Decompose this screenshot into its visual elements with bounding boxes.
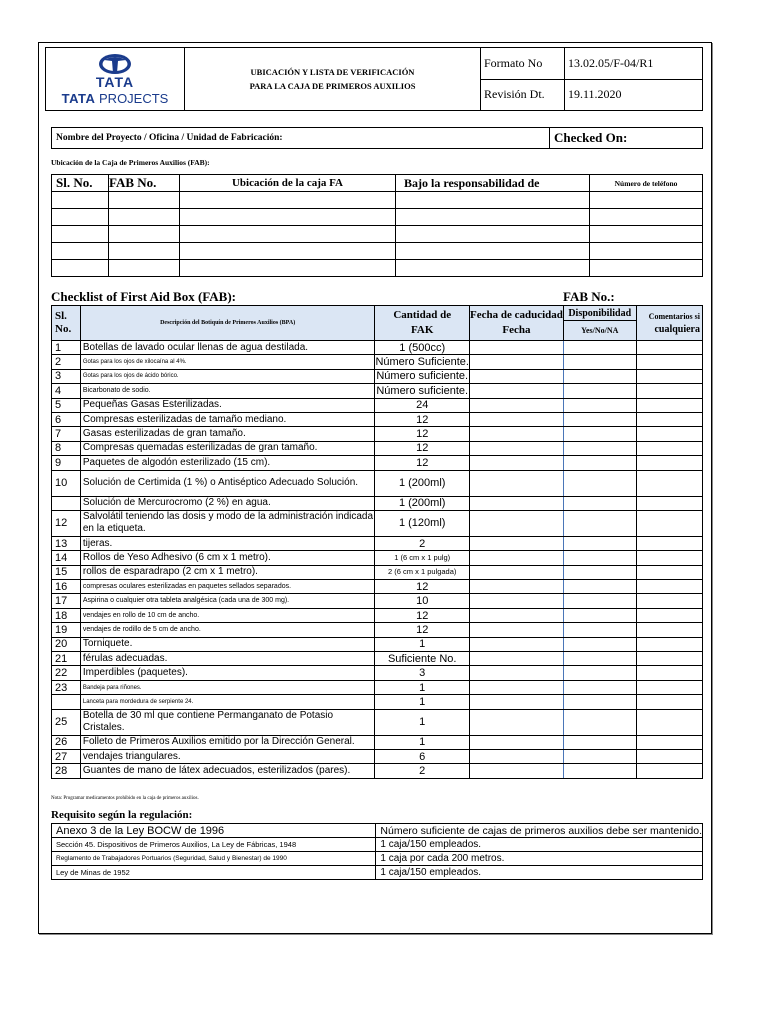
checklist-row-expiry[interactable]	[469, 652, 563, 666]
checklist-row-number: 22	[52, 666, 81, 680]
revision-label: Revisión Dt.	[481, 79, 565, 111]
checklist-row-expiry[interactable]	[469, 496, 563, 510]
checklist-row-quantity: 3	[375, 666, 470, 680]
checklist-row-expiry[interactable]	[469, 764, 563, 778]
checklist-row-comments[interactable]	[636, 551, 702, 565]
checklist-row-quantity: Suficiente No.	[375, 652, 470, 666]
checklist-row-availability[interactable]	[563, 412, 636, 426]
checklist-row-expiry[interactable]	[469, 580, 563, 594]
checklist-body	[52, 341, 703, 779]
checklist-row-expiry[interactable]	[469, 680, 563, 694]
checklist-row-availability[interactable]	[563, 384, 636, 398]
checklist-row-quantity: 1	[375, 709, 470, 735]
checklist-row-comments[interactable]	[636, 355, 702, 369]
checklist-row-number: 2	[52, 355, 81, 369]
checklist-row-comments[interactable]	[636, 441, 702, 455]
checklist-row-availability[interactable]	[563, 496, 636, 510]
checklist-row-number: 27	[52, 749, 81, 763]
checklist-row-description: Imperdibles (paquetes).	[80, 666, 375, 680]
checklist-row-availability[interactable]	[563, 608, 636, 622]
revision-value: 19.11.2020	[565, 79, 703, 111]
regulation-law: Sección 45. Dispositivos de Primeros Auxilios, La Ley de Fábricas, 1948	[52, 838, 376, 852]
table-row[interactable]	[52, 608, 703, 622]
checklist-row-description: Rollos de Yeso Adhesivo (6 cm x 1 metro).	[80, 551, 375, 565]
nota-text: Nota: Programar medicamentos prohibido en la caja de primeros auxilios.	[51, 796, 199, 801]
checklist-row-number: 1	[52, 341, 81, 355]
loc-header-responsible: Bajo la responsabilidad de	[396, 175, 590, 192]
checklist-row-number: 8	[52, 441, 81, 455]
table-row[interactable]	[52, 260, 703, 277]
format-label: Formato No	[481, 48, 565, 80]
checklist-row-description: Bandeja para riñones.	[80, 680, 375, 694]
checklist-row-expiry[interactable]	[469, 384, 563, 398]
checklist-row-description: Solución de Mercurocromo (2 %) en agua.	[80, 496, 375, 510]
checklist-title: Checklist of First Aid Box (FAB):	[51, 289, 236, 304]
checklist-row-availability[interactable]	[563, 637, 636, 651]
loc-header-phone: Número de teléfono	[590, 175, 703, 192]
checklist-row-quantity: 12	[375, 412, 470, 426]
checklist-row-expiry[interactable]	[469, 510, 563, 536]
table-row[interactable]	[52, 398, 703, 412]
checklist-row-quantity: 1	[375, 695, 470, 709]
checklist-row-comments[interactable]	[636, 496, 702, 510]
checklist-row-comments[interactable]	[636, 565, 702, 579]
checklist-row-comments[interactable]	[636, 470, 702, 496]
checklist-row-comments[interactable]	[636, 749, 702, 763]
checklist-row-quantity: 12	[375, 456, 470, 470]
table-row[interactable]	[52, 735, 703, 749]
checklist-row-comments[interactable]	[636, 412, 702, 426]
checklist-row-number: 3	[52, 369, 81, 383]
table-row[interactable]	[52, 456, 703, 470]
checklist-row-availability[interactable]	[563, 565, 636, 579]
checklist-row-expiry[interactable]	[469, 551, 563, 565]
checklist-row-description: Gotas para los ojos de ácido bórico.	[80, 369, 375, 383]
checklist-row-availability[interactable]	[563, 355, 636, 369]
checklist-row-comments[interactable]	[636, 608, 702, 622]
regulation-requirement: 1 caja/150 empleados.	[376, 866, 703, 880]
checklist-row-comments[interactable]	[636, 369, 702, 383]
checklist-row-number: 17	[52, 594, 81, 608]
table-row	[52, 824, 703, 838]
checklist-row-expiry[interactable]	[469, 427, 563, 441]
regulation-requirement: 1 caja/150 empleados.	[376, 838, 703, 852]
checklist-row-description: Aspirina o cualquier otra tableta analgésica (cada una de 300 mg).	[80, 594, 375, 608]
checklist-row-comments[interactable]	[636, 510, 702, 536]
regulation-law: Anexo 3 de la Ley BOCW de 1996	[52, 824, 376, 838]
table-row[interactable]	[52, 536, 703, 550]
checklist-row-comments[interactable]	[636, 652, 702, 666]
checklist-row-availability[interactable]	[563, 652, 636, 666]
checklist-row-availability[interactable]	[563, 749, 636, 763]
checklist-row-expiry[interactable]	[469, 666, 563, 680]
table-row[interactable]	[52, 369, 703, 383]
checklist-row-description: vendajes de rodillo de 5 cm de ancho.	[80, 623, 375, 637]
table-row	[52, 852, 703, 866]
checklist-row-expiry[interactable]	[469, 709, 563, 735]
checklist-row-description: Paquetes de algodón esterilizado (15 cm).	[80, 456, 375, 470]
checklist-row-comments[interactable]	[636, 594, 702, 608]
checklist-row-availability[interactable]	[563, 735, 636, 749]
table-row[interactable]	[52, 496, 703, 510]
checklist-row-number: 25	[52, 709, 81, 735]
checklist-row-availability[interactable]	[563, 551, 636, 565]
checklist-row-description: compresas oculares esterilizadas en paquetes sellados separados.	[80, 580, 375, 594]
checklist-row-expiry[interactable]	[469, 355, 563, 369]
checklist-row-number: 13	[52, 536, 81, 550]
checklist-row-number: 20	[52, 637, 81, 651]
checklist-row-quantity: 1 (120ml)	[375, 510, 470, 536]
checklist-row-quantity: 10	[375, 594, 470, 608]
checklist-row-number: 4	[52, 384, 81, 398]
checklist-row-comments[interactable]	[636, 536, 702, 550]
checklist-table	[51, 305, 703, 779]
checklist-row-quantity: 2 (6 cm x 1 pulgada)	[375, 565, 470, 579]
ck-header-qty: Cantidad de FAK	[375, 306, 470, 341]
table-row[interactable]	[52, 749, 703, 763]
checklist-row-number: 19	[52, 623, 81, 637]
table-row[interactable]	[52, 243, 703, 260]
checklist-row-comments[interactable]	[636, 666, 702, 680]
checklist-row-quantity: 12	[375, 427, 470, 441]
table-row	[52, 838, 703, 852]
checklist-row-availability[interactable]	[563, 510, 636, 536]
table-row[interactable]	[52, 764, 703, 778]
document-header	[45, 47, 703, 111]
regulation-requirement: 1 caja por cada 200 metros.	[376, 852, 703, 866]
project-label[interactable]: Nombre del Proyecto / Oficina / Unidad de Fabricación:	[52, 128, 550, 149]
checklist-row-availability[interactable]	[563, 341, 636, 355]
checklist-row-number: 7	[52, 427, 81, 441]
checklist-row-number: 15	[52, 565, 81, 579]
table-row[interactable]	[52, 623, 703, 637]
fab-location-title: Ubicación de la Caja de Primeros Auxilios (FAB):	[51, 158, 210, 167]
logo-name: TATA PROJECTS	[61, 90, 169, 106]
checklist-row-expiry[interactable]	[469, 608, 563, 622]
checklist-row-expiry[interactable]	[469, 536, 563, 550]
checklist-row-availability[interactable]	[563, 623, 636, 637]
checklist-row-availability[interactable]	[563, 470, 636, 496]
checklist-row-description: Gotas para los ojos de xilocaína al 4%.	[80, 355, 375, 369]
checklist-row-expiry[interactable]	[469, 637, 563, 651]
table-row[interactable]	[52, 652, 703, 666]
checklist-row-quantity: 2	[375, 536, 470, 550]
checklist-row-expiry[interactable]	[469, 735, 563, 749]
checklist-row-number: 23	[52, 680, 81, 694]
checklist-row-expiry[interactable]	[469, 470, 563, 496]
checklist-row-quantity: 2	[375, 764, 470, 778]
checklist-row-description: vendajes en rollo de 10 cm de ancho.	[80, 608, 375, 622]
checklist-row-quantity: Número suficiente.	[376, 370, 469, 383]
table-row[interactable]	[52, 470, 703, 496]
tata-emblem-icon	[98, 53, 132, 75]
checklist-row-comments[interactable]	[636, 695, 702, 709]
checklist-row-expiry[interactable]	[469, 412, 563, 426]
checklist-row-quantity: 12	[375, 608, 470, 622]
checklist-row-comments[interactable]	[636, 764, 702, 778]
table-row[interactable]	[52, 510, 703, 536]
table-row[interactable]	[52, 226, 703, 243]
table-row[interactable]	[52, 580, 703, 594]
table-row[interactable]	[52, 341, 703, 355]
checklist-row-quantity: 1 (6 cm x 1 pulg)	[375, 551, 470, 565]
checklist-row-description: Botellas de lavado ocular llenas de agua destilada.	[80, 341, 375, 355]
checklist-row-description: Gasas esterilizadas de gran tamaño.	[80, 427, 375, 441]
checklist-row-expiry[interactable]	[469, 565, 563, 579]
checklist-row-number: 10	[52, 470, 81, 496]
checklist-row-number: 5	[52, 398, 81, 412]
logo-brand: TATA	[95, 73, 135, 90]
table-row[interactable]	[52, 594, 703, 608]
loc-header-sl: Sl. No.	[52, 175, 109, 192]
checklist-row-description: Bicarbonato de sodio.	[80, 384, 375, 398]
checklist-row-availability[interactable]	[563, 695, 636, 709]
table-row[interactable]	[52, 192, 703, 209]
checklist-row-description: Botella de 30 ml que contiene Permanganato de Potasio Cristales.	[80, 709, 375, 735]
checklist-row-expiry[interactable]	[469, 456, 563, 470]
table-row[interactable]	[52, 666, 703, 680]
checklist-row-description: Compresas esterilizadas de tamaño mediano.	[80, 412, 375, 426]
fab-no-label: FAB No.:	[563, 289, 615, 304]
checklist-row-comments[interactable]	[636, 735, 702, 749]
checklist-row-quantity: 12	[375, 623, 470, 637]
checklist-row-quantity: 12	[375, 441, 470, 455]
checklist-row-number	[52, 695, 81, 709]
checklist-row-comments[interactable]	[636, 398, 702, 412]
checklist-row-number: 26	[52, 735, 81, 749]
table-row[interactable]	[52, 427, 703, 441]
checklist-row-quantity: 1 (500cc)	[375, 341, 470, 355]
ck-header-sl: Sl. No.	[52, 306, 81, 341]
regulation-title: Requisito según la regulación:	[51, 809, 193, 821]
checklist-row-comments[interactable]	[636, 637, 702, 651]
checklist-row-availability[interactable]	[563, 594, 636, 608]
table-row	[52, 866, 703, 880]
checklist-row-comments[interactable]	[636, 709, 702, 735]
table-row[interactable]	[52, 355, 703, 369]
table-row[interactable]	[52, 565, 703, 579]
checklist-row-description: férulas adecuadas.	[80, 652, 375, 666]
checklist-row-availability[interactable]	[563, 666, 636, 680]
checklist-row-description: Solución de Certimida (1 %) o Antiséptico Adecuado Solución.	[80, 470, 375, 496]
checklist-row-availability[interactable]	[563, 680, 636, 694]
checklist-row-expiry[interactable]	[469, 623, 563, 637]
checklist-row-comments[interactable]	[636, 680, 702, 694]
loc-header-fab: FAB No.	[109, 175, 180, 192]
checklist-row-quantity: 1	[375, 637, 470, 651]
checklist-row-expiry[interactable]	[469, 369, 563, 383]
tata-logo	[46, 48, 185, 111]
checklist-row-number: 18	[52, 608, 81, 622]
checklist-row-quantity: 1 (200ml)	[375, 496, 470, 510]
checklist-row-availability[interactable]	[563, 536, 636, 550]
checklist-row-quantity: 12	[375, 580, 470, 594]
checked-on-label[interactable]: Checked On:	[550, 128, 703, 149]
checklist-row-comments[interactable]	[636, 427, 702, 441]
checklist-row-description: Torniquete.	[80, 637, 375, 651]
checklist-row-number: 6	[52, 412, 81, 426]
checklist-row-quantity: 6	[375, 749, 470, 763]
checklist-row-availability[interactable]	[563, 427, 636, 441]
regulation-law: Reglamento de Trabajadores Portuarios (Seguridad, Salud y Bienestar) de 1990	[52, 852, 376, 866]
document-title: UBICACIÓN Y LISTA DE VERIFICACIÓN PARA LA CAJA DE PRIMEROS AUXILIOS	[185, 48, 481, 111]
fab-location-table	[51, 174, 703, 277]
checklist-row-expiry[interactable]	[469, 341, 563, 355]
ck-header-availability: Disponibilidad	[563, 306, 636, 321]
checklist-row-quantity: 1	[375, 680, 470, 694]
checklist-row-number: 16	[52, 580, 81, 594]
regulation-requirement: Número suficiente de cajas de primeros auxilios debe ser mantenido.	[376, 824, 703, 838]
table-row[interactable]	[52, 209, 703, 226]
checklist-row-comments[interactable]	[636, 580, 702, 594]
checklist-row-number: 28	[52, 764, 81, 778]
loc-header-location: Ubicación de la caja FA	[180, 175, 396, 192]
checklist-row-description: Folleto de Primeros Auxilios emitido por la Dirección General.	[80, 735, 375, 749]
table-row[interactable]	[52, 680, 703, 694]
ck-header-desc: Descripción del Botiquín de Primeros Auxilios (BPA)	[80, 306, 375, 341]
checklist-row-availability[interactable]	[563, 441, 636, 455]
checklist-row-description: rollos de esparadrapo (2 cm x 1 metro).	[80, 565, 375, 579]
format-value: 13.02.05/F-04/R1	[565, 48, 703, 80]
checklist-row-description: Lanceta para mordedura de serpiente 24.	[80, 695, 375, 709]
checklist-row-expiry[interactable]	[469, 749, 563, 763]
table-row[interactable]	[52, 441, 703, 455]
checklist-row-availability[interactable]	[563, 580, 636, 594]
checklist-row-expiry[interactable]	[469, 594, 563, 608]
checklist-row-expiry[interactable]	[469, 441, 563, 455]
checklist-row-number	[52, 496, 81, 510]
checklist-row-comments[interactable]	[636, 456, 702, 470]
project-row	[51, 127, 703, 149]
table-row[interactable]	[52, 384, 703, 398]
regulation-law: Ley de Minas de 1952	[52, 866, 376, 880]
table-row[interactable]	[52, 637, 703, 651]
checklist-row-quantity: Número suficiente.	[376, 384, 469, 397]
table-row[interactable]	[52, 551, 703, 565]
checklist-row-description: vendajes triangulares.	[80, 749, 375, 763]
checklist-row-number: 9	[52, 456, 81, 470]
checklist-row-comments[interactable]	[636, 384, 702, 398]
ck-header-comments: Comentarios si cualquiera	[636, 306, 702, 341]
checklist-row-description: Guantes de mano de látex adecuados, esterilizados (pares).	[80, 764, 375, 778]
checklist-row-description: Salvolátil teniendo las dosis y modo de la administración indicada en la etiqueta.	[80, 510, 375, 536]
checklist-row-description: Compresas quemadas esterilizadas de gran tamaño.	[80, 441, 375, 455]
checklist-row-comments[interactable]	[636, 623, 702, 637]
checklist-row-expiry[interactable]	[469, 695, 563, 709]
ck-header-expiry: Fecha de caducidad Fecha	[469, 306, 563, 341]
checklist-row-quantity: 1	[375, 735, 470, 749]
checklist-row-quantity: Número Suficiente.	[375, 356, 469, 369]
checklist-row-expiry[interactable]	[469, 398, 563, 412]
checklist-row-number: 12	[52, 510, 81, 536]
checklist-row-number: 21	[52, 652, 81, 666]
table-row[interactable]	[52, 709, 703, 735]
checklist-row-description: tijeras.	[80, 536, 375, 550]
regulation-table	[51, 823, 703, 880]
checklist-row-availability[interactable]	[563, 456, 636, 470]
checklist-row-availability[interactable]	[563, 369, 636, 383]
ck-header-yes-no: Yes/No/NA	[563, 321, 636, 341]
table-row[interactable]	[52, 412, 703, 426]
checklist-row-number: 14	[52, 551, 81, 565]
checklist-row-description: Pequeñas Gasas Esterilizadas.	[80, 398, 375, 412]
checklist-row-availability[interactable]	[563, 764, 636, 778]
table-row[interactable]	[52, 695, 703, 709]
checklist-row-quantity: 1 (200ml)	[375, 470, 470, 496]
checklist-row-availability[interactable]	[563, 398, 636, 412]
checklist-row-comments[interactable]	[636, 341, 702, 355]
checklist-row-availability[interactable]	[563, 709, 636, 735]
checklist-row-quantity: 24	[375, 398, 470, 412]
